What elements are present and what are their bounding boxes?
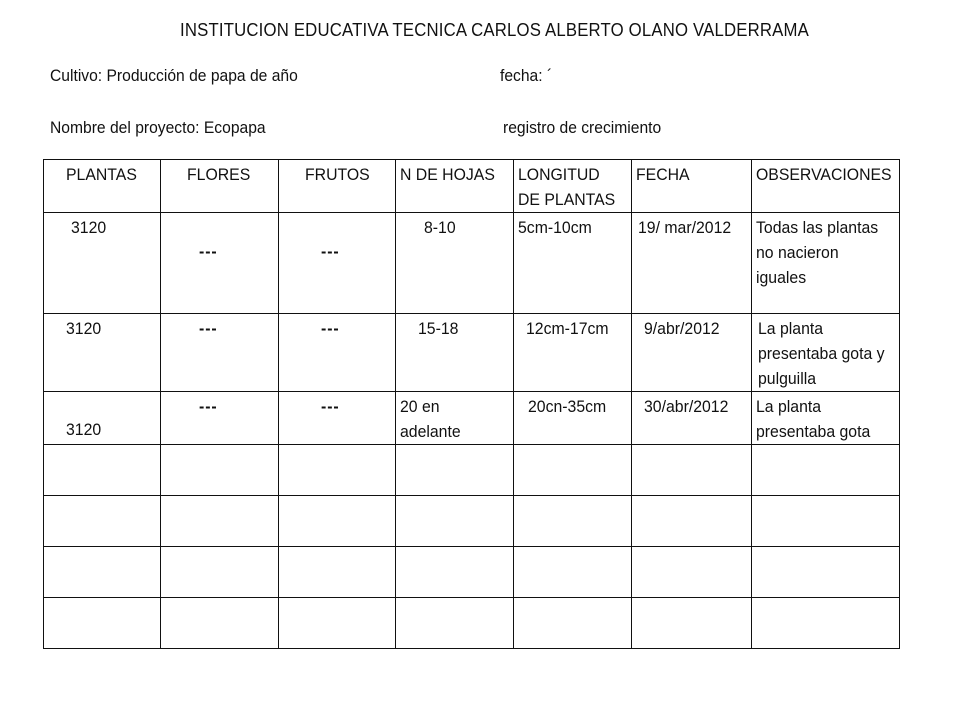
empty-cell — [752, 445, 900, 496]
header-observaciones: OBSERVACIONES — [752, 160, 900, 213]
cell-plantas: 3120 — [44, 314, 161, 392]
empty-cell — [161, 598, 279, 649]
empty-cell — [752, 598, 900, 649]
empty-cell — [279, 547, 396, 598]
empty-row — [44, 547, 900, 598]
cell-frutos: --- — [279, 213, 396, 314]
empty-cell — [279, 445, 396, 496]
cell-hojas: 8-10 — [396, 213, 514, 314]
cell-observaciones: La planta presentaba gota — [752, 392, 900, 445]
project-name: Nombre del proyecto: Ecopapa — [50, 118, 266, 137]
empty-row — [44, 598, 900, 649]
header-plantas: PLANTAS — [44, 160, 161, 213]
empty-cell — [44, 445, 161, 496]
empty-cell — [632, 445, 752, 496]
header-frutos: FRUTOS — [279, 160, 396, 213]
empty-cell — [44, 598, 161, 649]
table-header-row — [44, 160, 900, 213]
empty-row — [44, 445, 900, 496]
empty-cell — [632, 547, 752, 598]
empty-cell — [752, 496, 900, 547]
cell-longitud: 5cm-10cm — [514, 213, 632, 314]
cell-frutos: --- — [279, 314, 396, 392]
empty-cell — [161, 547, 279, 598]
growth-record-table — [43, 159, 900, 649]
empty-cell — [161, 445, 279, 496]
date-label: fecha: ´ — [500, 66, 553, 85]
cell-hojas: 15-18 — [396, 314, 514, 392]
cell-longitud: 20cn-35cm — [514, 392, 632, 445]
empty-cell — [514, 547, 632, 598]
header-longitud: LONGITUD DE PLANTAS — [514, 160, 632, 213]
empty-cell — [514, 598, 632, 649]
cell-flores: --- — [161, 392, 279, 445]
empty-cell — [752, 547, 900, 598]
empty-cell — [632, 496, 752, 547]
empty-cell — [396, 445, 514, 496]
cell-hojas: 20 en adelante — [396, 392, 514, 445]
empty-row — [44, 496, 900, 547]
empty-cell — [514, 445, 632, 496]
cell-flores: --- — [161, 213, 279, 314]
crop-label: Cultivo: Producción de papa de año — [50, 66, 298, 85]
empty-cell — [396, 547, 514, 598]
empty-cell — [161, 496, 279, 547]
cell-frutos: --- — [279, 392, 396, 445]
table-row — [44, 392, 900, 445]
empty-cell — [632, 598, 752, 649]
cell-plantas: 3120 — [44, 213, 161, 314]
empty-cell — [396, 496, 514, 547]
cell-plantas: 3120 — [44, 392, 161, 445]
cell-fecha: 9/abr/2012 — [632, 314, 752, 392]
header-hojas: N DE HOJAS — [396, 160, 514, 213]
document-title: INSTITUCION EDUCATIVA TECNICA CARLOS ALBERTO OLANO VALDERRAMA — [180, 20, 810, 40]
table-row — [44, 213, 900, 314]
header-fecha: FECHA — [632, 160, 752, 213]
empty-cell — [514, 496, 632, 547]
cell-fecha: 19/ mar/2012 — [632, 213, 752, 314]
record-type: registro de crecimiento — [503, 118, 662, 137]
cell-fecha: 30/abr/2012 — [632, 392, 752, 445]
table-row — [44, 314, 900, 392]
cell-flores: --- — [161, 314, 279, 392]
empty-cell — [279, 496, 396, 547]
empty-cell — [396, 598, 514, 649]
cell-longitud: 12cm-17cm — [514, 314, 632, 392]
header-flores: FLORES — [161, 160, 279, 213]
empty-cell — [44, 547, 161, 598]
empty-cell — [279, 598, 396, 649]
cell-observaciones: La planta presentaba gota y pulguilla — [752, 314, 900, 392]
cell-observaciones: Todas las plantas no nacieron iguales — [752, 213, 900, 314]
empty-cell — [44, 496, 161, 547]
